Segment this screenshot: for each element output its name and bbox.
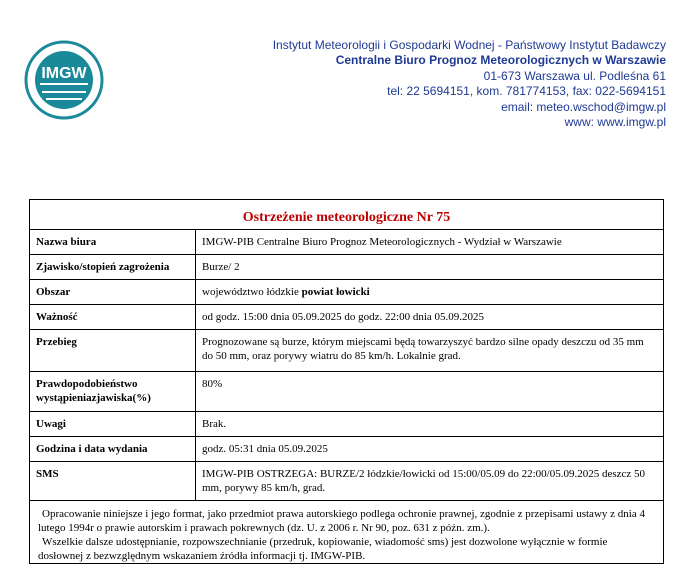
redistribution-paragraph: Wszelkie dalsze udostępnianie, rozpowszechnianie (przedruk, kopiowanie, wiadomość sms) jest dozwolone wyłącznie w formie dosłownej z bezwzględnym wskazaniem źródła informacji tj. IMGW-PIB. [38,536,608,562]
institute-header [273,38,666,130]
copyright-paragraph: Opracowanie niniejsze i jego format, jako przedmiot prawa autorskiego podlega ochronie prawnej, zgodnie z przepisami ustawy z dnia 4 lutego 1994r o prawie autorskim i prawach pokrewnych (dz. U. z 2006 r. Nr 90, poz. 631 z późn. zm.). [38,508,645,534]
row-label: SMS [30,462,196,501]
bureau-name: Centralne Biuro Prognoz Meteorologicznych w Warszawie [335,53,666,68]
row-value: Brak. [196,412,664,437]
table-row [30,412,663,437]
row-label: Uwagi [30,412,196,437]
row-label: Godzina i data wydania [30,437,196,462]
table-row [30,462,663,501]
imgw-logo [24,40,104,120]
row-value: od godz. 15:00 dnia 05.09.2025 do godz. 22:00 dnia 05.09.2025 [196,305,664,330]
row-label: Obszar [30,280,196,305]
row-label: Prawdopodobieństwo wystąpieniazjawiska(%) [30,372,196,412]
row-value [196,280,664,305]
warning-table [30,229,663,501]
row-value: IMGW-PIB Centralne Biuro Prognoz Meteorologicznych - Wydział w Warszawie [196,230,664,255]
address: 01-673 Warszawa ul. Podleśna 61 [483,68,666,83]
row-value: 80% [196,372,664,412]
row-label: Nazwa biura [30,230,196,255]
row-value: Prognozowane są burze, którym miejscami będą towarzyszyć bardzo silne opady deszczu od 35 mm do 50 mm, oraz porywy wiatru do 85 km/h. Lokalnie grad. [196,330,664,372]
table-row [30,437,663,462]
row-label: Ważność [30,305,196,330]
row-label: Zjawisko/stopień zagrożenia [30,255,196,280]
row-value: godz. 05:31 dnia 05.09.2025 [196,437,664,462]
row-value: IMGW-PIB OSTRZEGA: BURZE/2 łódzkie/łowicki od 15:00/05.09 do 22:00/05.09.2025 deszcz 50 mm, porywy 85 km/h, grad. [196,462,664,501]
warning-document [29,199,664,564]
warning-title: Ostrzeżenie meteorologiczne Nr 75 [242,210,451,225]
table-row [30,330,663,372]
table-row [30,255,663,280]
table-row [30,280,663,305]
area-county: powiat łowicki [301,286,370,298]
institute-name: Instytut Meteorologii i Gospodarki Wodnej - Państwowy Instytut Badawczy [272,38,666,52]
table-row [30,372,663,412]
table-row [30,230,663,255]
email-line[interactable]: email: meteo.wschod@imgw.pl [501,99,666,114]
copyright-footer [30,501,663,563]
row-label: Przebieg [30,330,196,372]
row-value: Burze/ 2 [196,255,664,280]
area-region: województwo łódzkie [202,286,302,298]
svg-text:IMGW: IMGW [41,65,87,82]
www-line[interactable]: www: www.imgw.pl [564,115,666,130]
phone-line: tel: 22 5694151, kom. 781774153, fax: 022-5694151 [387,84,666,99]
table-row [30,305,663,330]
